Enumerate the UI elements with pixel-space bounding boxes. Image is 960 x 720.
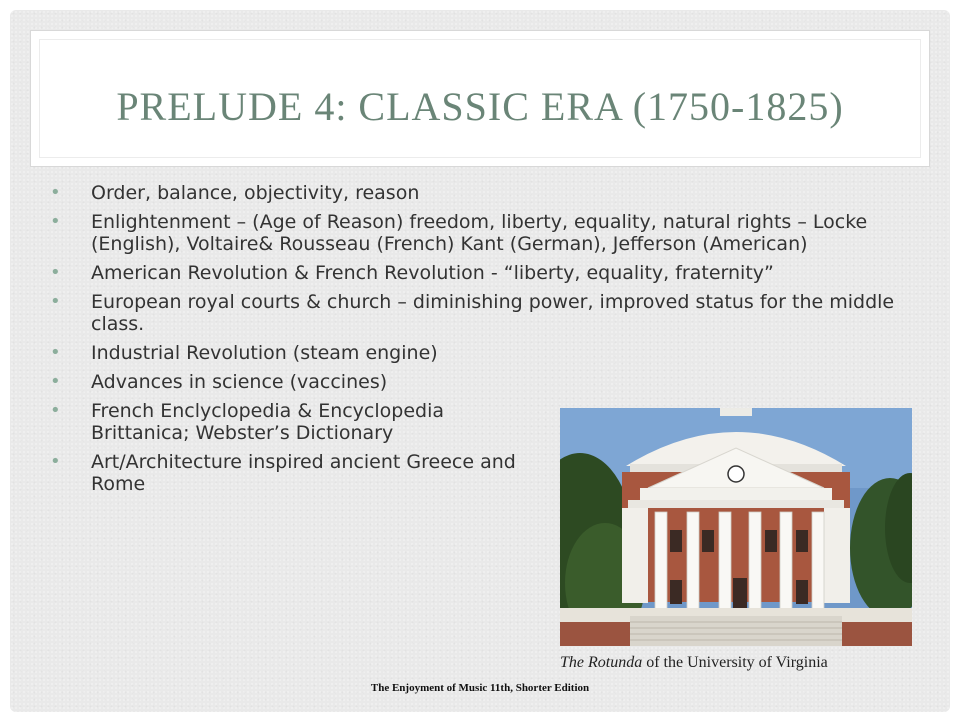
bullet-item: • Enlightenment – (Age of Reason) freedom, liberty, equality, natural rights – Locke (English), Voltaire& Rousseau (French) Kant (German), Jefferson (American) bbox=[50, 211, 868, 255]
bullet-dot-icon: • bbox=[50, 291, 61, 312]
bullet-dot-icon: • bbox=[50, 342, 61, 363]
bullet-item: • French Enclyclopedia & Encyclopedia Brittanica; Webster’s Dictionary bbox=[50, 400, 445, 444]
bullet-item: • European royal courts & church – diminishing power, improved status for the middle class. bbox=[50, 291, 895, 335]
bullet-dot-icon: • bbox=[50, 262, 61, 283]
rotunda-photo bbox=[560, 408, 912, 646]
bullet-item: • Industrial Revolution (steam engine) bbox=[50, 342, 438, 364]
caption-italic: The Rotunda bbox=[560, 654, 643, 671]
slide-title: PRELUDE 4: CLASSIC ERA (1750-1825) bbox=[116, 84, 844, 129]
slide-footer: The Enjoyment of Music 11th, Shorter Edition bbox=[370, 682, 590, 694]
bullet-item: • Advances in science (vaccines) bbox=[50, 371, 388, 393]
bullet-dot-icon: • bbox=[50, 451, 61, 472]
bullet-dot-icon: • bbox=[50, 182, 61, 203]
photo-caption bbox=[560, 654, 920, 672]
bullet-dot-icon: • bbox=[50, 371, 61, 392]
bullet-dot-icon: • bbox=[50, 211, 61, 232]
bullet-dot-icon: • bbox=[50, 400, 61, 421]
bullet-item: • Order, balance, objectivity, reason bbox=[50, 182, 420, 204]
bullet-item: • Art/Architecture inspired ancient Greece and Rome bbox=[50, 451, 516, 495]
title-box bbox=[30, 30, 930, 167]
bullet-item: • American Revolution & French Revolution - “liberty, equality, fraternity” bbox=[50, 262, 774, 284]
caption-text: of the University of Virginia bbox=[642, 654, 828, 671]
